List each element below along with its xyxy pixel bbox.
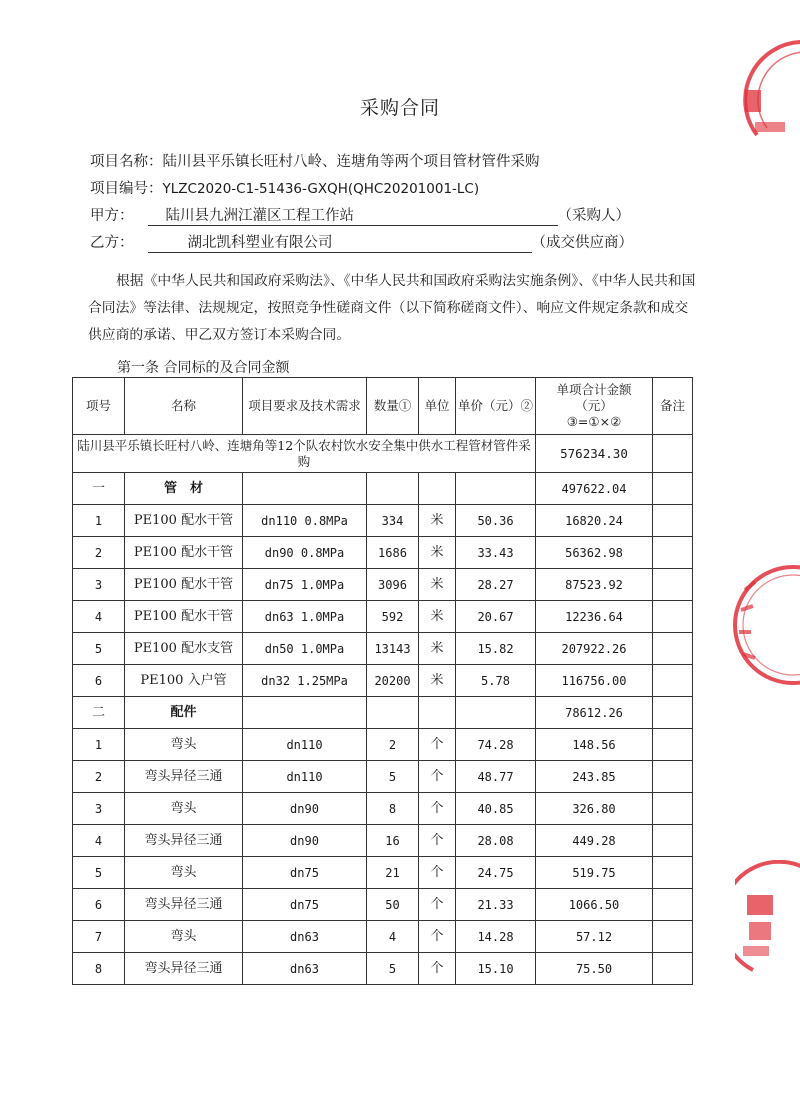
cell-remark [653, 825, 693, 857]
cell-remark [653, 729, 693, 761]
project-name: 陆川县平乐镇长旺村八岭、连塘角等两个项目管材管件采购 [162, 154, 540, 170]
group-qty [367, 473, 419, 505]
header-amount-line2: （元） [575, 398, 613, 413]
cell-price: 24.75 [456, 857, 536, 889]
table-row [73, 921, 693, 953]
cell-name: 弯头 [125, 729, 243, 761]
cell-no: 4 [73, 825, 125, 857]
cell-amount: 75.50 [536, 953, 653, 985]
cell-qty: 5 [367, 953, 419, 985]
cell-spec: dn63 [243, 921, 367, 953]
group-name: 管 材 [125, 473, 243, 505]
header-name: 名称 [125, 378, 243, 435]
cell-unit: 个 [419, 889, 456, 921]
table-row [73, 729, 693, 761]
table-row [73, 665, 693, 697]
cell-qty: 592 [367, 601, 419, 633]
seal-stamp-top [735, 40, 800, 150]
cell-price: 28.08 [456, 825, 536, 857]
cell-unit: 米 [419, 537, 456, 569]
table-row [73, 857, 693, 889]
table-row [73, 569, 693, 601]
cell-remark [653, 505, 693, 537]
cell-remark [653, 889, 693, 921]
group-unit [419, 697, 456, 729]
cell-no: 5 [73, 857, 125, 889]
cell-amount: 207922.26 [536, 633, 653, 665]
cell-amount: 56362.98 [536, 537, 653, 569]
cell-no: 5 [73, 633, 125, 665]
cell-name: 弯头异径三通 [125, 761, 243, 793]
header-price: 单价（元）② [456, 378, 536, 435]
table-row [73, 601, 693, 633]
cell-unit: 个 [419, 825, 456, 857]
cell-amount: 1066.50 [536, 889, 653, 921]
party-b-label: 乙方： [90, 235, 134, 251]
cell-name: PE100 入户管 [125, 665, 243, 697]
cell-spec: dn63 1.0MPa [243, 601, 367, 633]
cell-name: PE100 配水干管 [125, 505, 243, 537]
project-code-line [90, 177, 479, 198]
cell-price: 14.28 [456, 921, 536, 953]
cell-spec: dn90 0.8MPa [243, 537, 367, 569]
cell-remark [653, 953, 693, 985]
cell-remark [653, 601, 693, 633]
cell-qty: 2 [367, 729, 419, 761]
cell-unit: 个 [419, 761, 456, 793]
group-spec [243, 697, 367, 729]
cell-qty: 13143 [367, 633, 419, 665]
cell-spec: dn50 1.0MPa [243, 633, 367, 665]
header-amount [536, 378, 653, 435]
cell-name: 弯头 [125, 793, 243, 825]
cell-remark [653, 921, 693, 953]
cell-amount: 87523.92 [536, 569, 653, 601]
cell-price: 21.33 [456, 889, 536, 921]
cell-unit: 个 [419, 793, 456, 825]
cell-name: PE100 配水干管 [125, 537, 243, 569]
cell-remark [653, 537, 693, 569]
header-amount-line3: ③=①×② [566, 414, 622, 429]
cell-remark [653, 633, 693, 665]
party-a-line [90, 204, 630, 226]
cell-spec: dn75 [243, 889, 367, 921]
table-row [73, 537, 693, 569]
group-price [456, 697, 536, 729]
cell-unit: 个 [419, 857, 456, 889]
cell-qty: 16 [367, 825, 419, 857]
group-row [73, 697, 693, 729]
cell-remark [653, 793, 693, 825]
cell-amount: 148.56 [536, 729, 653, 761]
cell-name: PE100 配水支管 [125, 633, 243, 665]
cell-no: 1 [73, 505, 125, 537]
cell-qty: 334 [367, 505, 419, 537]
group-qty [367, 697, 419, 729]
cell-spec: dn110 0.8MPa [243, 505, 367, 537]
cell-unit: 个 [419, 729, 456, 761]
cell-amount: 326.80 [536, 793, 653, 825]
party-a-role: （采购人） [557, 208, 630, 224]
cell-no: 4 [73, 601, 125, 633]
group-row [73, 473, 693, 505]
cell-no: 7 [73, 921, 125, 953]
cell-name: 弯头 [125, 921, 243, 953]
cell-amount: 57.12 [536, 921, 653, 953]
cell-spec: dn63 [243, 953, 367, 985]
cell-price: 15.82 [456, 633, 536, 665]
cell-qty: 50 [367, 889, 419, 921]
cell-price: 50.36 [456, 505, 536, 537]
cell-unit: 个 [419, 953, 456, 985]
group-amount: 78612.26 [536, 697, 653, 729]
cell-qty: 20200 [367, 665, 419, 697]
cell-qty: 21 [367, 857, 419, 889]
cell-no: 2 [73, 761, 125, 793]
cell-name: 弯头异径三通 [125, 825, 243, 857]
cell-amount: 243.85 [536, 761, 653, 793]
table-row [73, 953, 693, 985]
seal-stamp-middle [715, 560, 800, 695]
cell-amount: 519.75 [536, 857, 653, 889]
group-name: 配件 [125, 697, 243, 729]
cell-qty: 1686 [367, 537, 419, 569]
cell-no: 3 [73, 569, 125, 601]
group-remark [653, 473, 693, 505]
group-amount: 497622.04 [536, 473, 653, 505]
cell-price: 33.43 [456, 537, 536, 569]
group-spec [243, 473, 367, 505]
table-row [73, 633, 693, 665]
cell-name: 弯头 [125, 857, 243, 889]
cell-no: 6 [73, 889, 125, 921]
table-row [73, 761, 693, 793]
project-summary-name: 陆川县平乐镇长旺村八岭、连塘角等12个队农村饮水安全集中供水工程管材管件采购 [73, 435, 536, 473]
cell-remark [653, 665, 693, 697]
project-summary-row [73, 435, 693, 473]
project-summary-remark [653, 435, 693, 473]
cell-qty: 4 [367, 921, 419, 953]
seal-stamp-bottom [735, 860, 800, 980]
group-unit [419, 473, 456, 505]
group-no: 二 [73, 697, 125, 729]
document-title: 采购合同 [359, 97, 440, 119]
cell-unit: 米 [419, 569, 456, 601]
cell-name: PE100 配水干管 [125, 601, 243, 633]
cell-unit: 米 [419, 633, 456, 665]
project-summary-amount: 576234.30 [536, 435, 653, 473]
project-name-label: 项目名称： [90, 154, 163, 170]
header-spec: 项目要求及技术需求 [243, 378, 367, 435]
cell-qty: 3096 [367, 569, 419, 601]
party-b-line [90, 231, 633, 253]
cell-price: 48.77 [456, 761, 536, 793]
cell-name: 弯头异径三通 [125, 953, 243, 985]
cell-spec: dn90 [243, 825, 367, 857]
cell-price: 40.85 [456, 793, 536, 825]
cell-name: PE100 配水干管 [125, 569, 243, 601]
cell-spec: dn110 [243, 761, 367, 793]
table-row [73, 793, 693, 825]
section-heading: 第一条 合同标的及合同金额 [117, 360, 290, 376]
project-code-label: 项目编号： [90, 181, 163, 197]
cell-no: 8 [73, 953, 125, 985]
cell-price: 28.27 [456, 569, 536, 601]
cell-spec: dn110 [243, 729, 367, 761]
intro-paragraph: 根据《中华人民共和国政府采购法》、《中华人民共和国政府采购法实施条例》、《中华人民共和国合同法》等法律、法规规定，按照竞争性磋商文件（以下简称磋商文件）、响应文件规定条款和成交供应商的承诺、甲乙双方签订本采购合同。 [88, 273, 696, 343]
header-no: 项号 [73, 378, 125, 435]
header-amount-line1: 单项合计金额 [556, 382, 632, 397]
cell-price: 15.10 [456, 953, 536, 985]
party-a-name: 陆川县九洲江灌区工程工作站 [148, 204, 558, 226]
contract-items-table [72, 377, 693, 985]
cell-unit: 米 [419, 601, 456, 633]
cell-price: 74.28 [456, 729, 536, 761]
table-header-row [73, 378, 693, 435]
cell-amount: 12236.64 [536, 601, 653, 633]
cell-amount: 116756.00 [536, 665, 653, 697]
project-code: YLZC2020-C1-51436-GXQH(QHC20201001-LC) [162, 181, 480, 197]
cell-spec: dn90 [243, 793, 367, 825]
cell-spec: dn75 1.0MPa [243, 569, 367, 601]
cell-qty: 5 [367, 761, 419, 793]
cell-remark [653, 857, 693, 889]
cell-no: 2 [73, 537, 125, 569]
table-row [73, 825, 693, 857]
cell-spec: dn32 1.25MPa [243, 665, 367, 697]
cell-remark [653, 761, 693, 793]
party-b-name: 湖北凯科塑业有限公司 [148, 231, 532, 253]
header-remark: 备注 [653, 378, 693, 435]
cell-amount: 449.28 [536, 825, 653, 857]
cell-remark [653, 569, 693, 601]
party-a-label: 甲方： [90, 208, 134, 224]
cell-no: 3 [73, 793, 125, 825]
cell-unit: 米 [419, 665, 456, 697]
header-unit: 单位 [419, 378, 456, 435]
header-qty: 数量① [367, 378, 419, 435]
cell-qty: 8 [367, 793, 419, 825]
cell-amount: 16820.24 [536, 505, 653, 537]
cell-price: 5.78 [456, 665, 536, 697]
cell-spec: dn75 [243, 857, 367, 889]
cell-price: 20.67 [456, 601, 536, 633]
project-name-line [90, 150, 540, 171]
group-remark [653, 697, 693, 729]
cell-name: 弯头异径三通 [125, 889, 243, 921]
group-no: 一 [73, 473, 125, 505]
table-body [73, 435, 693, 985]
group-price [456, 473, 536, 505]
table-row [73, 889, 693, 921]
cell-no: 1 [73, 729, 125, 761]
party-b-role: （成交供应商） [531, 235, 633, 251]
table-row [73, 505, 693, 537]
cell-unit: 米 [419, 505, 456, 537]
cell-unit: 个 [419, 921, 456, 953]
cell-no: 6 [73, 665, 125, 697]
